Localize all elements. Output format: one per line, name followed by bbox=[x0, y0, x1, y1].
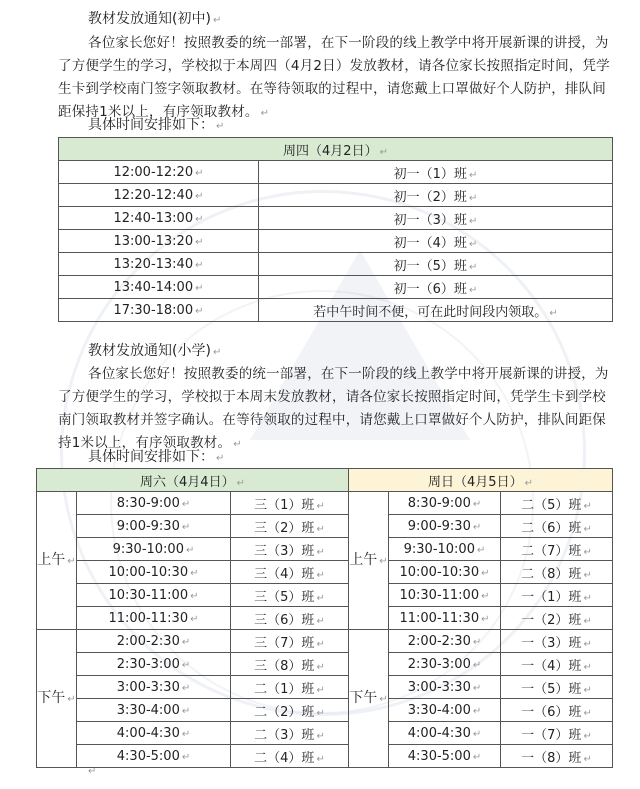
class-cell: 三（1）班 ↵ bbox=[231, 492, 349, 515]
table-row bbox=[59, 253, 613, 276]
class-cell: 三（6）班 ↵ bbox=[231, 607, 349, 630]
class-cell: 三（7）班 ↵ bbox=[231, 630, 349, 653]
time-slot-cell: 11:00-11:30 ↵ bbox=[389, 607, 501, 630]
class-cell: 一（4）班 ↵ bbox=[501, 653, 613, 676]
time-slot-cell: 10:30-11:00 ↵ bbox=[389, 584, 501, 607]
class-cell: 三（2）班 ↵ bbox=[231, 515, 349, 538]
table-row bbox=[59, 161, 613, 184]
class-cell: 二（4）班 ↵ bbox=[231, 745, 349, 768]
time-slot-cell: 8:30-9:00 ↵ bbox=[77, 492, 231, 515]
time-slot-cell: 2:30-3:00 ↵ bbox=[77, 653, 231, 676]
class-cell: 一（7）班 ↵ bbox=[501, 722, 613, 745]
time-slot-cell: 3:30-4:00 ↵ bbox=[77, 699, 231, 722]
time-slot-cell: 9:00-9:30 ↵ bbox=[389, 515, 501, 538]
class-cell: 一（6）班 ↵ bbox=[501, 699, 613, 722]
class-cell: 三（4）班 ↵ bbox=[231, 561, 349, 584]
table-row bbox=[37, 699, 613, 722]
table-row bbox=[37, 630, 613, 653]
time-slot-cell: 9:00-9:30 ↵ bbox=[77, 515, 231, 538]
class-cell: 一（5）班 ↵ bbox=[501, 676, 613, 699]
table-row bbox=[37, 745, 613, 768]
time-slot-cell: 10:30-11:00 ↵ bbox=[77, 584, 231, 607]
time-slot-cell: 9:30-10:00 ↵ bbox=[389, 538, 501, 561]
time-slot-cell: 13:20-13:40 ↵ bbox=[59, 253, 259, 276]
table-row bbox=[59, 276, 613, 299]
table-row bbox=[59, 207, 613, 230]
primary-school-schedule-table bbox=[36, 468, 613, 768]
class-cell: 三（3）班 ↵ bbox=[231, 538, 349, 561]
schedule-label-primary: 具体时间安排如下： ↵ bbox=[88, 449, 225, 465]
class-cell: 二（6）班 ↵ bbox=[501, 515, 613, 538]
time-slot-cell: 10:00-10:30 ↵ bbox=[389, 561, 501, 584]
table-row bbox=[37, 722, 613, 745]
notice-paragraph-middle: 各位家长您好！按照教委的统一部署，在下一阶段的线上教学中将开展新课的讲授，为了方便学生的学习，学校拟于本周四（4月2日）发放教材，请各位家长按照指定时间，凭学生卡到学校南门签字领取教材。在等待领取的过程中，请您戴上口罩做好个人防护，排队间距保持1米以上，有序领取教材。 ↵ bbox=[58, 35, 610, 120]
class-cell: 一（8）班 ↵ bbox=[501, 745, 613, 768]
time-slot-cell: 2:00-2:30 ↵ bbox=[389, 630, 501, 653]
table-row bbox=[59, 230, 613, 253]
class-cell: 二（7）班 ↵ bbox=[501, 538, 613, 561]
time-slot-cell: 13:40-14:00 ↵ bbox=[59, 276, 259, 299]
time-slot-cell: 17:30-18:00 ↵ bbox=[59, 299, 259, 322]
class-cell: 二（5）班 ↵ bbox=[501, 492, 613, 515]
time-slot-cell: 13:00-13:20 ↵ bbox=[59, 230, 259, 253]
table-row bbox=[37, 584, 613, 607]
class-cell: 初一（6）班 ↵ bbox=[259, 276, 613, 299]
class-cell: 初一（2）班 ↵ bbox=[259, 184, 613, 207]
table-row bbox=[59, 299, 613, 322]
notice-paragraph-primary: 各位家长您好！按照教委的统一部署，在下一阶段的线上教学中将开展新课的讲授，为了方便学生的学习，学校拟于本周末发放教材，请各位家长按照指定时间，凭学生卡到学校南门领取教材并签字确认。在等待领取的过程中，请您戴上口罩做好个人防护，排队间距保持1米以上，有序领取教材。 ↵ bbox=[58, 366, 609, 451]
class-cell: 一（1）班 ↵ bbox=[501, 584, 613, 607]
class-cell: 二（2）班 ↵ bbox=[231, 699, 349, 722]
time-slot-cell: 11:00-11:30 ↵ bbox=[77, 607, 231, 630]
class-cell: 初一（3）班 ↵ bbox=[259, 207, 613, 230]
notice-title-middle: 教材发放通知(初中) ↵ bbox=[88, 11, 222, 27]
time-slot-cell: 3:00-3:30 ↵ bbox=[389, 676, 501, 699]
table-row bbox=[37, 538, 613, 561]
class-cell: 二（8）班 ↵ bbox=[501, 561, 613, 584]
time-slot-cell: 3:00-3:30 ↵ bbox=[77, 676, 231, 699]
time-slot-cell: 12:00-12:20 ↵ bbox=[59, 161, 259, 184]
period-morning-label: 上午 ↵ bbox=[349, 492, 389, 630]
time-slot-cell: 4:00-4:30 ↵ bbox=[77, 722, 231, 745]
table-header-saturday: 周六（4月4日） ↵ bbox=[37, 469, 349, 492]
time-slot-cell: 2:00-2:30 ↵ bbox=[77, 630, 231, 653]
time-slot-cell: 8:30-9:00 ↵ bbox=[389, 492, 501, 515]
middle-school-schedule-table bbox=[58, 137, 613, 322]
time-slot-cell: 4:30-5:00 ↵ bbox=[77, 745, 231, 768]
time-slot-cell: 10:00-10:30 ↵ bbox=[77, 561, 231, 584]
table-row bbox=[59, 184, 613, 207]
class-cell: 初一（1）班 ↵ bbox=[259, 161, 613, 184]
table-row bbox=[37, 561, 613, 584]
class-cell: 三（5）班 ↵ bbox=[231, 584, 349, 607]
class-cell: 二（1）班 ↵ bbox=[231, 676, 349, 699]
class-cell: 一（2）班 ↵ bbox=[501, 607, 613, 630]
time-slot-cell: 12:40-13:00 ↵ bbox=[59, 207, 259, 230]
table-header-thursday: 周四（4月2日） ↵ bbox=[59, 138, 613, 161]
table-row bbox=[37, 492, 613, 515]
class-cell: 三（8）班 ↵ bbox=[231, 653, 349, 676]
time-slot-cell: 9:30-10:00 ↵ bbox=[77, 538, 231, 561]
table-row bbox=[37, 515, 613, 538]
table-row bbox=[37, 676, 613, 699]
period-morning-label: 上午 ↵ bbox=[37, 492, 77, 630]
class-cell: 二（3）班 ↵ bbox=[231, 722, 349, 745]
period-afternoon-label: 下午 ↵ bbox=[349, 630, 389, 768]
period-afternoon-label: 下午 ↵ bbox=[37, 630, 77, 768]
table-row bbox=[37, 653, 613, 676]
paragraph-end-mark: ↵ bbox=[88, 766, 97, 777]
schedule-label-middle: 具体时间安排如下： ↵ bbox=[88, 117, 225, 133]
time-slot-cell: 3:30-4:00 ↵ bbox=[389, 699, 501, 722]
class-cell: 一（3）班 ↵ bbox=[501, 630, 613, 653]
class-cell: 初一（5）班 ↵ bbox=[259, 253, 613, 276]
notice-title-primary: 教材发放通知(小学) ↵ bbox=[88, 343, 222, 359]
class-cell: 若中午时间不便，可在此时间段内领取。 ↵ bbox=[259, 299, 613, 322]
table-row bbox=[37, 607, 613, 630]
time-slot-cell: 4:00-4:30 ↵ bbox=[389, 722, 501, 745]
table-header-sunday: 周日（4月5日） ↵ bbox=[349, 469, 613, 492]
class-cell: 初一（4）班 ↵ bbox=[259, 230, 613, 253]
time-slot-cell: 12:20-12:40 ↵ bbox=[59, 184, 259, 207]
time-slot-cell: 4:30-5:00 ↵ bbox=[389, 745, 501, 768]
time-slot-cell: 2:30-3:00 ↵ bbox=[389, 653, 501, 676]
